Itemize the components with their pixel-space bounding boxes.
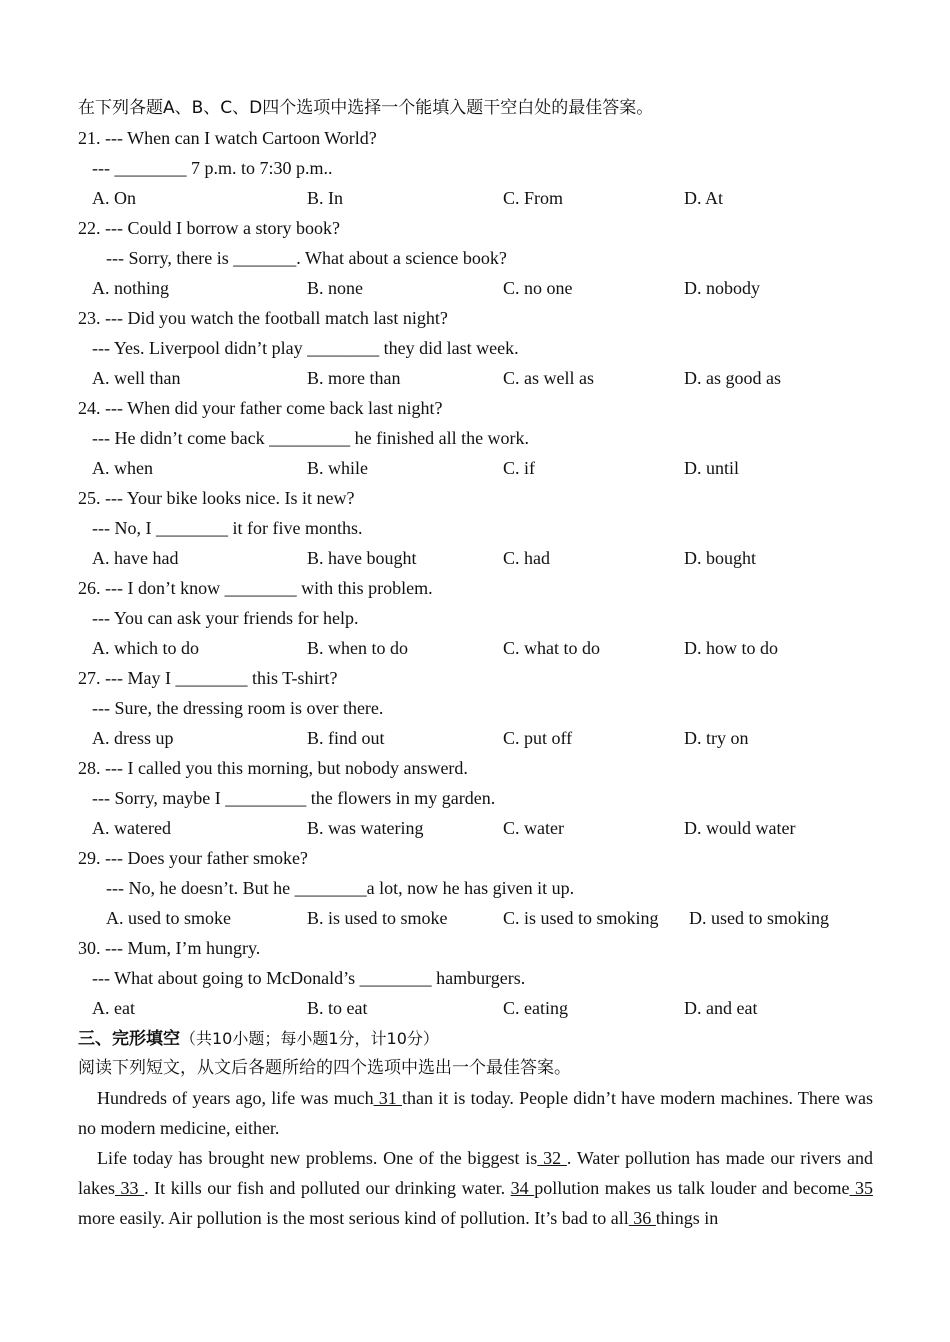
option-c: C. no one (503, 278, 573, 298)
question-30 (78, 933, 873, 1023)
option-b: B. have bought (307, 548, 417, 568)
option-row (78, 723, 873, 753)
question-response: --- Yes. Liverpool didn’t play ________ they did last week. (92, 338, 519, 358)
option-a: A. used to smoke (106, 908, 231, 928)
question-response: --- What about going to McDonald’s ________ hamburgers. (92, 968, 526, 988)
option-a: A. eat (92, 998, 135, 1018)
option-a: A. well than (92, 368, 181, 388)
option-row (78, 183, 873, 213)
question-response: --- You can ask your friends for help. (92, 608, 359, 628)
question-21 (78, 123, 873, 213)
option-c: C. water (503, 818, 564, 838)
question-stem: 22. --- Could I borrow a story book? (78, 218, 340, 238)
blank-31: 31 (373, 1088, 402, 1108)
blank-36: 36 (628, 1208, 656, 1228)
option-a: A. watered (92, 818, 171, 838)
option-row (78, 903, 873, 933)
passage-text: than it is today. People didn’t have modern machines. There was no modern medicine, either. (78, 1088, 873, 1138)
question-stem: 30. --- Mum, I’m hungry. (78, 938, 261, 958)
option-b: B. was watering (307, 818, 424, 838)
option-row (78, 453, 873, 483)
question-response: --- Sure, the dressing room is over there. (92, 698, 384, 718)
blank-34: 34 (510, 1178, 535, 1198)
exam-page (78, 93, 873, 1233)
section-instruction: 在下列各题A、B、C、D四个选项中选择一个能填入题干空白处的最佳答案。 (78, 98, 654, 118)
question-stem: 28. --- I called you this morning, but nobody answerd. (78, 758, 468, 778)
passage-text: . It kills our fish and polluted our drinking water. (144, 1178, 511, 1198)
option-b: B. while (307, 458, 368, 478)
question-stem: 27. --- May I ________ this T-shirt? (78, 668, 338, 688)
option-c: C. eating (503, 998, 568, 1018)
section-heading (78, 1023, 873, 1053)
option-d: D. used to smoking (689, 908, 830, 928)
option-c: C. put off (503, 728, 573, 748)
question-stem: 21. --- When can I watch Cartoon World? (78, 128, 377, 148)
passage-paragraph-1 (78, 1083, 873, 1143)
question-response: --- He didn’t come back _________ he finished all the work. (92, 428, 530, 448)
question-stem: 29. --- Does your father smoke? (78, 848, 308, 868)
passage-text: more easily. Air pollution is the most serious kind of pollution. It’s bad to all (78, 1208, 629, 1228)
option-a: A. when (92, 458, 153, 478)
option-d: D. At (684, 188, 724, 208)
question-response: --- No, he doesn’t. But he ________a lot, now he has given it up. (106, 878, 575, 898)
option-c: C. if (503, 458, 536, 478)
question-24 (78, 393, 873, 483)
blank-32: 32 (537, 1148, 567, 1168)
option-a: A. nothing (92, 278, 170, 298)
question-26 (78, 573, 873, 663)
option-c: C. had (503, 548, 550, 568)
passage-text: . Water pollution has made our rivers and lakes (78, 1148, 874, 1198)
option-a: A. which to do (92, 638, 199, 658)
passage-text: Hundreds of years ago, life was much (97, 1088, 374, 1108)
option-row (78, 813, 873, 843)
question-stem: 23. --- Did you watch the football match last night? (78, 308, 448, 328)
option-d: D. until (684, 458, 740, 478)
option-c: C. as well as (503, 368, 594, 388)
option-d: D. bought (684, 548, 756, 568)
question-28 (78, 753, 873, 843)
passage-text: pollution makes us talk louder and become (534, 1178, 850, 1198)
option-c: C. is used to smoking (503, 908, 659, 928)
option-d: D. would water (684, 818, 796, 838)
question-stem: 26. --- I don’t know ________ with this problem. (78, 578, 433, 598)
section-title: 三、完形填空 (78, 1029, 180, 1049)
question-stem: 25. --- Your bike looks nice. Is it new? (78, 488, 355, 508)
option-row (78, 273, 873, 303)
question-list (78, 123, 873, 1023)
passage-paragraph-2 (78, 1143, 873, 1233)
section-score-note: （共10小题；每小题1分，计10分） (180, 1029, 439, 1048)
passage-text: Life today has brought new problems. One of the biggest is (97, 1148, 538, 1168)
option-d: D. and eat (684, 998, 758, 1018)
question-stem: 24. --- When did your father come back last night? (78, 398, 443, 418)
option-b: B. more than (307, 368, 401, 388)
option-b: B. In (307, 188, 343, 208)
option-c: C. From (503, 188, 564, 208)
question-22 (78, 213, 873, 303)
option-d: D. how to do (684, 638, 778, 658)
option-row (78, 363, 873, 393)
option-b: B. to eat (307, 998, 368, 1018)
option-d: D. nobody (684, 278, 760, 298)
option-row (78, 633, 873, 663)
question-response: --- Sorry, maybe I _________ the flowers in my garden. (92, 788, 496, 808)
option-row (78, 993, 873, 1023)
passage-text: things in (655, 1208, 719, 1228)
blank-35: 35 (849, 1178, 874, 1198)
option-row (78, 543, 873, 573)
option-b: B. none (307, 278, 363, 298)
option-a: A. dress up (92, 728, 174, 748)
option-a: A. have had (92, 548, 179, 568)
question-25 (78, 483, 873, 573)
question-response: --- No, I ________ it for five months. (92, 518, 363, 538)
option-a: A. On (92, 188, 136, 208)
option-d: D. as good as (684, 368, 781, 388)
option-b: B. is used to smoke (307, 908, 448, 928)
option-b: B. find out (307, 728, 385, 748)
question-27 (78, 663, 873, 753)
cloze-instruction: 阅读下列短文，从文后各题所给的四个选项中选出一个最佳答案。 (78, 1058, 571, 1078)
question-response: --- ________ 7 p.m. to 7:30 p.m.. (92, 158, 333, 178)
blank-33: 33 (114, 1178, 145, 1198)
option-b: B. when to do (307, 638, 408, 658)
option-c: C. what to do (503, 638, 600, 658)
option-d: D. try on (684, 728, 749, 748)
question-29 (78, 843, 873, 933)
question-23 (78, 303, 873, 393)
question-response: --- Sorry, there is _______. What about a science book? (106, 248, 507, 268)
